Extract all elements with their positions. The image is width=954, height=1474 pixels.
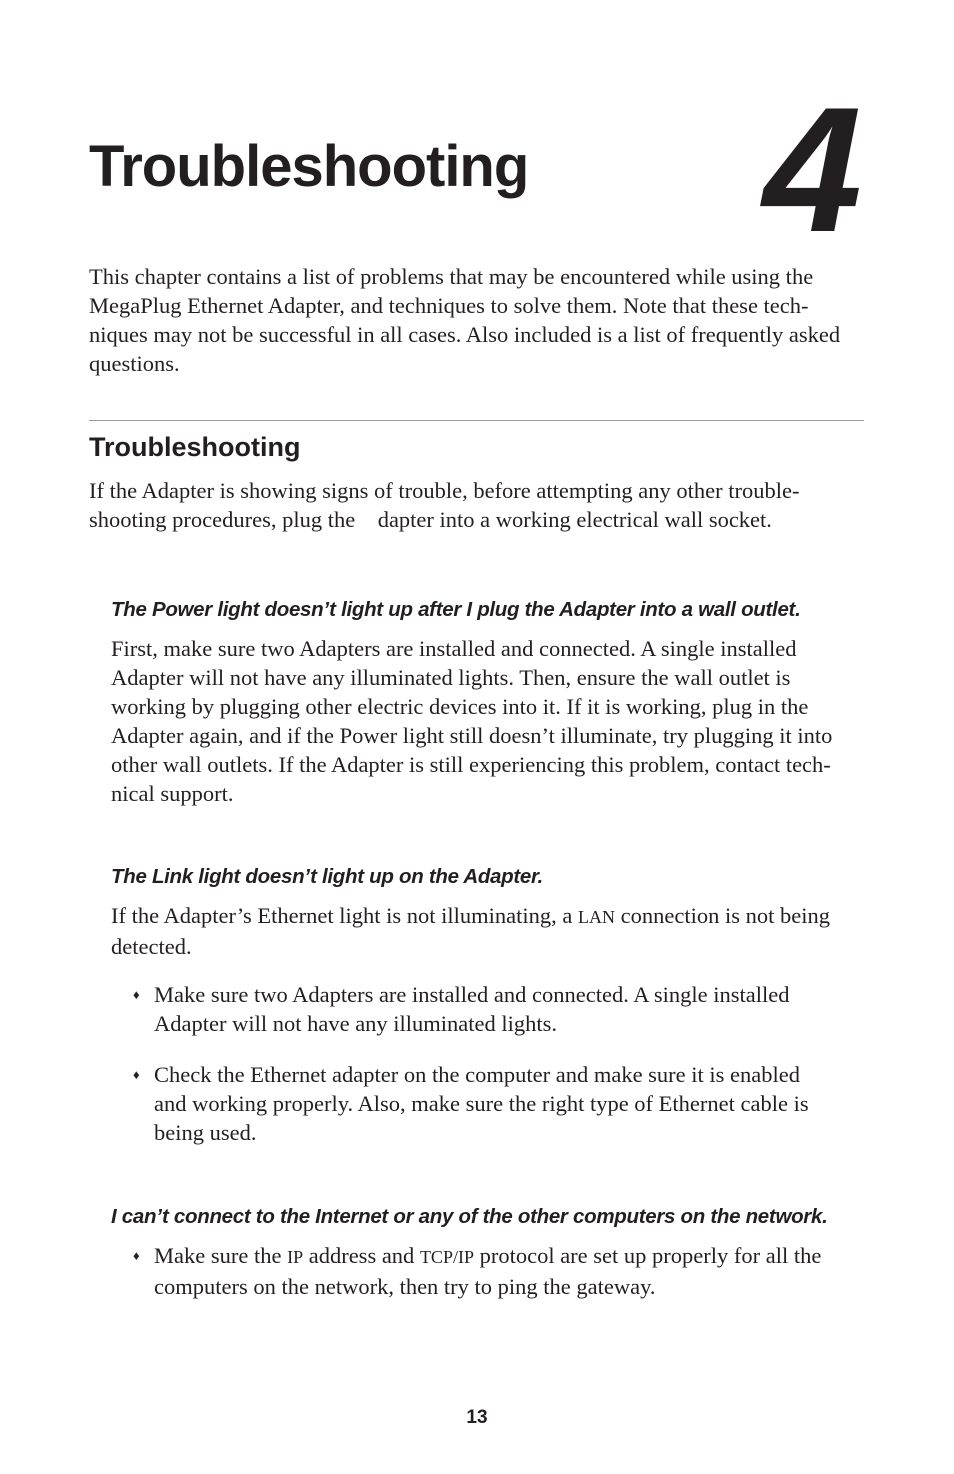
ip-abbreviation: IP <box>287 1247 304 1267</box>
list-item <box>130 980 850 1038</box>
section-intro <box>89 476 849 534</box>
tcpip-abbreviation: TCP/IP <box>419 1247 474 1267</box>
list-item-text: address and <box>303 1243 420 1268</box>
section-divider <box>89 420 864 421</box>
intro-line: niques may not be successful in all cases. Also included is a list of frequently asked <box>89 322 841 347</box>
bullet-list-internet-connection <box>130 1241 850 1301</box>
chapter-intro <box>89 262 864 378</box>
problem-body-line: other wall outlets. If the Adapter is still experiencing this problem, contact tech- <box>111 752 831 777</box>
intro-line: MegaPlug Ethernet Adapter, and techniques to solve them. Note that these tech- <box>89 293 809 318</box>
problem-body-link-light <box>111 901 863 961</box>
problem-body-line: First, make sure two Adapters are installed and connected. A single installed <box>111 636 797 661</box>
list-item-text: Make sure the <box>154 1243 288 1268</box>
problem-body-line: detected. <box>111 934 192 959</box>
section-intro-line: If the Adapter is showing signs of trouble, before attempting any other trouble- <box>89 478 800 503</box>
problem-title-link-light: The Link light doesn’t light up on the Adapter. <box>111 865 543 888</box>
chapter-number: 4 <box>763 70 862 269</box>
diamond-bullet-icon: ♦ <box>133 1248 140 1263</box>
problem-body-line: working by plugging other electric devices into it. If it is working, plug in the <box>111 694 809 719</box>
diamond-bullet-icon: ♦ <box>133 987 140 1002</box>
list-item <box>130 1060 850 1147</box>
chapter-title: Troubleshooting <box>89 134 529 199</box>
list-item-line: and working properly. Also, make sure the right type of Ethernet cable is <box>154 1091 809 1116</box>
diamond-bullet-icon: ♦ <box>133 1067 140 1082</box>
list-item-text: protocol are set up properly for all the <box>473 1243 822 1268</box>
page-number: 13 <box>466 1407 488 1428</box>
problem-body-line: Adapter will not have any illuminated lights. Then, ensure the wall outlet is <box>111 665 791 690</box>
section-heading: Troubleshooting <box>89 432 301 462</box>
problem-body-line: Adapter again, and if the Power light still doesn’t illuminate, try plugging it into <box>111 723 833 748</box>
problem-title-power-light: The Power light doesn’t light up after I plug the Adapter into a wall outlet. <box>111 598 801 621</box>
problem-body-power-light <box>111 634 863 808</box>
intro-line: This chapter contains a list of problems that may be encountered while using the <box>89 264 814 289</box>
problem-body-line: nical support. <box>111 781 234 806</box>
bullet-list-link-light <box>130 980 850 1147</box>
list-item-line: Adapter will not have any illuminated lights. <box>154 1011 558 1036</box>
list-item <box>130 1241 850 1301</box>
list-item-line: Make sure two Adapters are installed and connected. A single installed <box>154 982 790 1007</box>
list-item-line: being used. <box>154 1120 257 1145</box>
problem-title-internet-connection: I can’t connect to the Internet or any of the other computers on the network. <box>111 1205 828 1228</box>
problem-body-text: connection is not being <box>615 903 830 928</box>
section-intro-line: shooting procedures, plug the dapter into a working electrical wall socket. <box>89 507 772 532</box>
list-item-line: Check the Ethernet adapter on the computer and make sure it is enabled <box>154 1062 801 1087</box>
list-item-line: computers on the network, then try to ping the gateway. <box>154 1274 656 1299</box>
intro-line: questions. <box>89 351 180 376</box>
problem-body-text: If the Adapter’s Ethernet light is not illuminating, a <box>111 903 578 928</box>
lan-abbreviation: LAN <box>578 907 615 927</box>
